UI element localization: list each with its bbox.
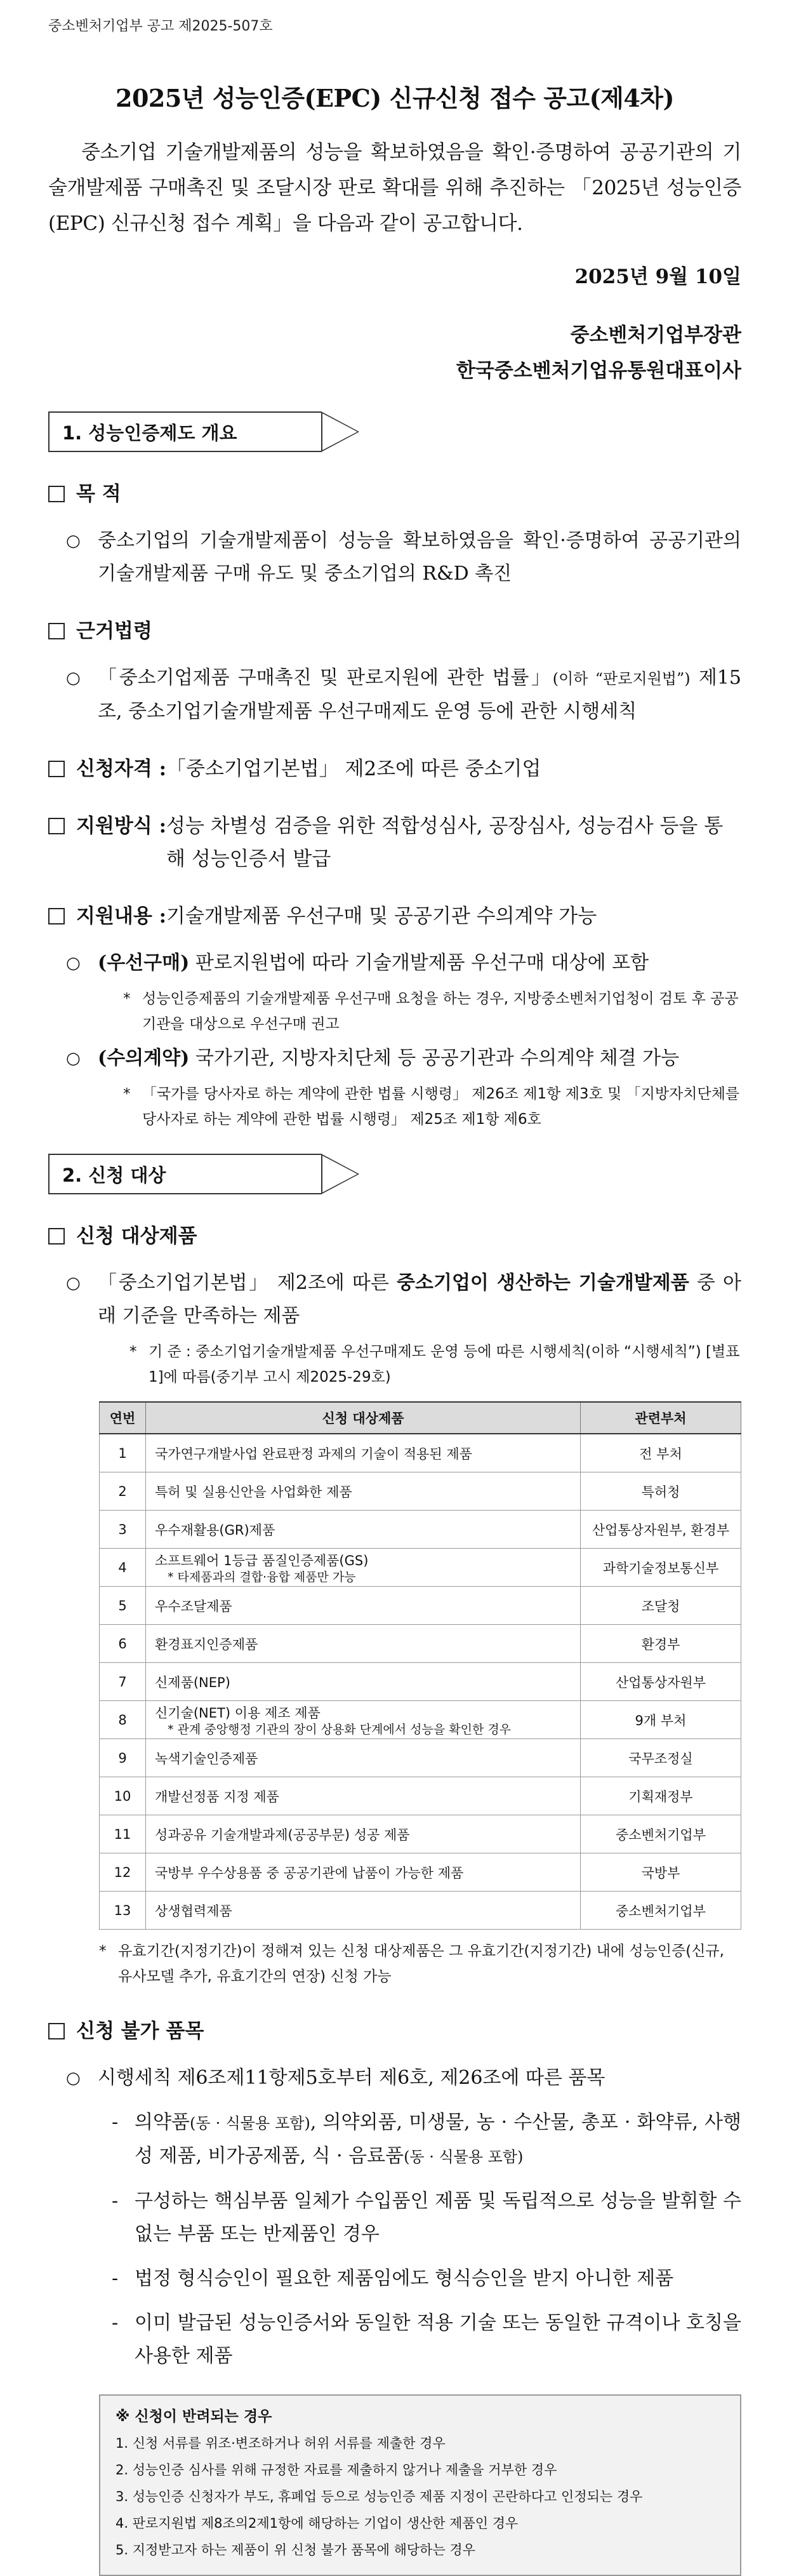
row-dept: 조달청 (581, 1587, 741, 1625)
target-text-a: 「중소기업기본법」 제2조에 따른 (98, 1272, 397, 1294)
target-text-c: 중 아래 기준을 만족하는 제품 (98, 1272, 741, 1327)
table-row (100, 1625, 741, 1663)
row-number: 6 (100, 1625, 146, 1663)
rejection-item: 5. 지정받고자 하는 제품이 위 신청 불가 품목에 해당하는 경우 (116, 2542, 475, 2558)
table-row (100, 1663, 741, 1701)
circle-bullet-icon: ○ (66, 1274, 81, 1293)
priority-note-text: 성능인증제품의 기술개발제품 우선구매 요청을 하는 경우, 지방중소벤처기업청이 검토 후 공공기관을 대상으로 우선구매 권고 (142, 991, 739, 1032)
target-line (98, 1267, 741, 1333)
circle-bullet-icon: ○ (66, 531, 81, 551)
notice-number: 중소벤처기업부 공고 제2025-507호 (48, 18, 273, 34)
criteria-note-text: 기 준 : 중소기업기술개발제품 우선구매제도 운영 등에 따른 시행세칙(이하 “시행세칙”) [별표 1]에 따름(중기부 고시 제2025-29호) (149, 1344, 740, 1385)
dash-bullet-icon: - (112, 2267, 119, 2290)
law-article: 제15조, 중소기업기술개발제품 우선구매제도 운영 등에 관한 시행세칙 (98, 667, 742, 723)
checkbox-square-icon (48, 818, 65, 834)
excluded-item-4-text: 이미 발급된 성능인증서와 동일한 적용 기술 또는 동일한 규격이나 호칭을 사용한 제품 (135, 2312, 741, 2367)
excluded-item-1 (48, 2106, 741, 2173)
law-abbrev: (이하 “판로지원법”) (552, 670, 691, 688)
excluded-intro-item (48, 2062, 741, 2095)
purpose-text: 중소기업의 기술개발제품이 성능을 확보하였음을 확인·증명하여 공공기관의 기술개발제품 구매 유도 및 중소기업의 R&D 촉진 (98, 530, 741, 585)
table-body (100, 1434, 741, 1930)
row-product (146, 1511, 581, 1549)
row-dept: 중소벤처기업부 (581, 1815, 741, 1853)
qualification-heading-text: 신청자격 : (76, 757, 167, 780)
rejection-item: 4. 판로지원법 제8조의2제1항에 해당하는 기업이 생산한 제품인 경우 (116, 2516, 519, 2531)
row-product (146, 1625, 581, 1663)
table-row (100, 1511, 741, 1549)
row-product-name: 국방부 우수상용품 중 공공기관에 납품이 가능한 제품 (155, 1865, 464, 1881)
row-product-name: 신제품(NEP) (155, 1674, 230, 1690)
content-text: 기술개발제품 우선구매 및 공공기관 수의계약 가능 (166, 905, 597, 928)
excluded-item-1-text (135, 2106, 741, 2173)
table-note (48, 1939, 741, 1989)
circle-bullet-icon: ○ (66, 669, 81, 688)
row-product-name: 개발선정품 지정 제품 (155, 1789, 279, 1805)
law-name: 「중소기업제품 구매촉진 및 판로지원에 관한 법률」 (98, 667, 553, 689)
method-text: 성능 차별성 검증을 위한 적합성심사, 공장심사, 성능검사 등을 통해 성능인증서 발급 (166, 815, 724, 871)
table-note-text: 유효기간(지정기간)이 정해져 있는 신청 대상제품은 그 유효기간(지정기간) 내에 성능인증(신규, 유사모델 추가, 유효기간의 연장) 신청 가능 (118, 1943, 724, 1985)
row-product (146, 1701, 581, 1739)
row-product-name: 환경표지인증제품 (155, 1636, 258, 1652)
target-text-b: 중소기업이 생산하는 기술개발제품 (397, 1272, 689, 1294)
priority-text: 판로지원법에 따라 기술개발제품 우선구매 대상에 포함 (195, 952, 649, 974)
row-product (146, 1777, 581, 1815)
row-product-name: 녹색기술인증제품 (155, 1751, 258, 1766)
contract-item (48, 1042, 741, 1075)
row-product-note: * 타제품과의 결합·융합 제품만 가능 (168, 1570, 356, 1584)
circle-bullet-icon: ○ (66, 2069, 81, 2088)
priority-line (98, 947, 741, 980)
rejection-item: 3. 성능인증 신청자가 부도, 휴폐업 등으로 성능인증 제품 지정이 곤란하다고 인정되는 경우 (116, 2489, 643, 2504)
asterisk-icon: * (99, 1943, 107, 1959)
row-dept: 국방부 (581, 1853, 741, 1892)
contract-label: (수의계약) (98, 1047, 190, 1069)
rejection-list (116, 2430, 725, 2563)
rejection-title: ※ 신청이 반려되는 경우 (116, 2408, 272, 2425)
issuer-agency: 한국중소벤처기업유통원대표이사 (456, 359, 741, 382)
purpose-heading (48, 477, 741, 511)
method-heading (48, 810, 741, 876)
row-product-name: 우수재활용(GR)제품 (155, 1522, 275, 1538)
priority-label: (우선구매) (98, 952, 190, 974)
contract-note-text: 「국가를 당사자로 하는 계약에 관한 법률 시행령」 제26조 제1항 제3호 및 「지방자치단체를 당사자로 하는 계약에 관한 법률 시행령」 제25조 제1항 제6호 (142, 1086, 740, 1128)
excluded-1c: , 의약외품, 미생물, 농 · 수산물, 총포 · 화약류, 사행성 제품, 비가공제품, 식 · 음료품 (135, 2111, 741, 2167)
row-product (146, 1434, 581, 1472)
priority-note (48, 986, 741, 1037)
purpose-item (48, 524, 741, 591)
contract-line (98, 1042, 741, 1075)
row-product-name: 특허 및 실용신안을 사업화한 제품 (155, 1484, 352, 1500)
checkbox-square-icon (48, 761, 65, 777)
table-row (100, 1777, 741, 1815)
section-1-header (48, 411, 741, 453)
col-product: 신청 대상제품 (146, 1402, 581, 1434)
criteria-note (48, 1339, 741, 1390)
excluded-1d: (동 · 식물용 포함) (404, 2148, 524, 2166)
table-row (100, 1549, 741, 1587)
row-product (146, 1815, 581, 1853)
table-row (100, 1815, 741, 1853)
page-title: 2025년 성능인증(EPC) 신규신청 접수 공고(제4차) (116, 84, 674, 112)
excluded-item-4 (48, 2307, 741, 2373)
row-product (146, 1549, 581, 1587)
checkbox-square-icon (48, 908, 65, 924)
checkbox-square-icon (48, 486, 65, 502)
content-heading (48, 900, 741, 933)
row-dept: 산업통상자원부, 환경부 (581, 1511, 741, 1549)
table-row (100, 1434, 741, 1472)
row-number: 12 (100, 1853, 146, 1892)
dash-bullet-icon: - (112, 2312, 119, 2334)
checkbox-square-icon (48, 623, 65, 639)
row-dept: 9개 부처 (581, 1701, 741, 1739)
contract-note (48, 1081, 741, 1132)
excluded-1a: 의약품 (135, 2111, 190, 2133)
law-item (48, 662, 741, 728)
qualification-heading (48, 752, 741, 785)
row-dept: 특허청 (581, 1472, 741, 1511)
law-heading-text: 근거법령 (76, 620, 152, 643)
row-number: 8 (100, 1701, 146, 1739)
excluded-item-2 (48, 2185, 741, 2251)
row-product-name: 우수조달제품 (155, 1598, 232, 1614)
table-row (100, 1701, 741, 1739)
priority-item (48, 947, 741, 980)
col-dept: 관련부처 (581, 1402, 741, 1434)
row-product-name: 상생협력제품 (155, 1903, 232, 1919)
excluded-heading-text: 신청 불가 품목 (76, 2020, 204, 2043)
excluded-heading (48, 2015, 741, 2048)
table-header-row (100, 1402, 741, 1434)
row-number: 13 (100, 1892, 146, 1930)
dash-bullet-icon: - (112, 2190, 119, 2212)
target-item (48, 1267, 741, 1333)
row-product (146, 1663, 581, 1701)
excluded-intro-text: 시행세칙 제6조제11항제5호부터 제6호, 제26조에 따른 품목 (98, 2067, 605, 2089)
row-dept: 환경부 (581, 1625, 741, 1663)
section-2-header (48, 1154, 741, 1196)
excluded-1b: (동 · 식물용 포함) (189, 2114, 310, 2132)
row-product (146, 1587, 581, 1625)
row-number: 1 (100, 1434, 146, 1472)
row-product (146, 1853, 581, 1892)
target-products-table (99, 1401, 741, 1930)
excluded-item-3 (48, 2262, 741, 2295)
products-table (99, 1401, 741, 1930)
intro-paragraph: 중소기업 기술개발제품의 성능을 확보하였음을 확인·증명하여 공공기관의 기술개발제품 구매촉진 및 조달시장 판로 확대를 위해 추진하는 「2025년 성능인증(EPC) 신규신청 접수 계획」을 다음과 같이 공고합니다. (48, 141, 741, 235)
asterisk-icon: * (123, 991, 131, 1007)
row-product-name: 신기술(NET) 이용 제조 제품 (155, 1705, 321, 1721)
row-dept: 산업통상자원부 (581, 1663, 741, 1701)
row-number: 3 (100, 1511, 146, 1549)
row-product-name: 국가연구개발사업 완료판정 과제의 기술이 적용된 제품 (155, 1446, 472, 1462)
section-2-title: 2. 신청 대상 (62, 1165, 166, 1186)
circle-bullet-icon: ○ (66, 954, 81, 973)
row-product (146, 1739, 581, 1777)
issuer-minister: 중소벤처기업부장관 (570, 324, 741, 347)
checkbox-square-icon (48, 2023, 65, 2039)
row-number: 4 (100, 1549, 146, 1587)
table-row (100, 1587, 741, 1625)
row-number: 2 (100, 1472, 146, 1511)
row-dept: 전 부처 (581, 1434, 741, 1472)
purpose-heading-text: 목 적 (76, 483, 121, 505)
row-dept: 기획재정부 (581, 1777, 741, 1815)
issuer-block (48, 317, 741, 389)
section-1-title: 1. 성능인증제도 개요 (62, 422, 237, 444)
table-row (100, 1892, 741, 1930)
rejection-item: 1. 신청 서류를 위조·변조하거나 허위 서류를 제출한 경우 (116, 2436, 446, 2451)
table-row (100, 1472, 741, 1511)
contract-text: 국가기관, 지방자치단체 등 공공기관과 수의계약 체결 가능 (195, 1047, 680, 1069)
notice-date: 2025년 9월 10일 (574, 265, 741, 288)
row-number: 10 (100, 1777, 146, 1815)
content-heading-text: 지원내용 : (76, 905, 167, 928)
row-product-note: * 관계 중앙행정 기관의 장이 상용화 단계에서 성능을 확인한 경우 (168, 1722, 512, 1737)
row-product (146, 1892, 581, 1930)
target-heading (48, 1220, 741, 1253)
table-row (100, 1739, 741, 1777)
row-dept: 과학기술정보통신부 (581, 1549, 741, 1587)
rejection-box (99, 2394, 741, 2576)
qualification-text: 「중소기업기본법」 제2조에 따른 중소기업 (166, 757, 541, 780)
excluded-item-2-text: 구성하는 핵심부품 일체가 수입품인 제품 및 독립적으로 성능을 발휘할 수 없는 부품 또는 반제품인 경우 (135, 2190, 741, 2245)
dash-bullet-icon: - (112, 2111, 119, 2133)
law-heading (48, 615, 741, 648)
col-no: 연번 (100, 1402, 146, 1434)
row-dept: 국무조정실 (581, 1739, 741, 1777)
row-product-name: 소프트웨어 1등급 품질인증제품(GS) (155, 1552, 369, 1568)
row-product (146, 1472, 581, 1511)
asterisk-icon: * (129, 1344, 137, 1360)
law-text (98, 662, 741, 728)
row-number: 5 (100, 1587, 146, 1625)
row-dept: 중소벤처기업부 (581, 1892, 741, 1930)
row-number: 7 (100, 1663, 146, 1701)
circle-bullet-icon: ○ (66, 1049, 81, 1068)
asterisk-icon: * (123, 1086, 131, 1102)
row-product-name: 성과공유 기술개발과제(공공부문) 성공 제품 (155, 1827, 410, 1843)
row-number: 11 (100, 1815, 146, 1853)
checkbox-square-icon (48, 1228, 65, 1245)
method-heading-text: 지원방식 : (76, 815, 167, 838)
row-number: 9 (100, 1739, 146, 1777)
excluded-item-3-text: 법정 형식승인이 필요한 제품임에도 형식승인을 받지 아니한 제품 (135, 2267, 674, 2290)
target-heading-text: 신청 대상제품 (76, 1225, 197, 1248)
rejection-item: 2. 성능인증 심사를 위해 규정한 자료를 제출하지 않거나 제출을 거부한 경우 (116, 2462, 557, 2478)
table-row (100, 1853, 741, 1892)
